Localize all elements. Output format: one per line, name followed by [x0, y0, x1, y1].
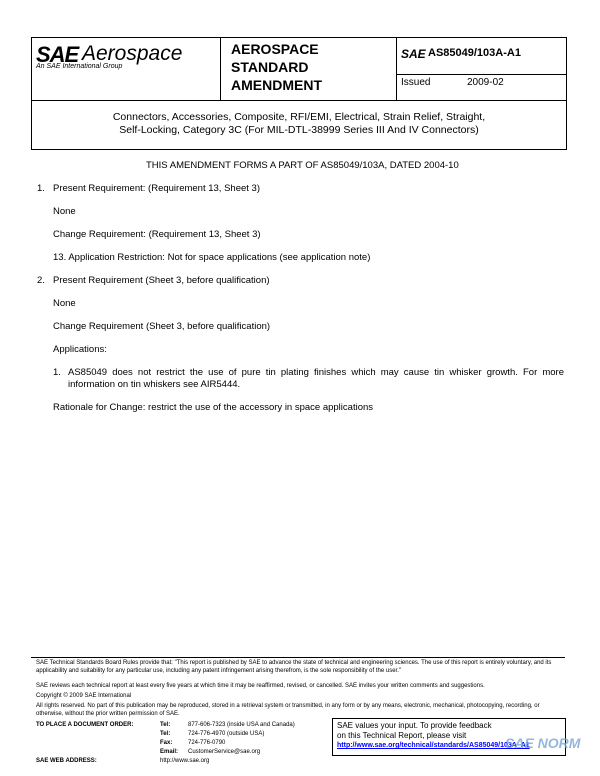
footer-divider [31, 657, 565, 658]
app1-text: AS85049 does not restrict the use of pure tin plating finishes which may cause tin whisker growth. For more information on tin whiskers see AIR5444. [68, 367, 564, 390]
doc-prefix: SAE [401, 47, 426, 61]
item2-none: None [53, 298, 76, 309]
footer-copyright: Copyright © 2009 SAE International [36, 693, 132, 699]
email[interactable]: CustomerService@sae.org [188, 749, 261, 755]
item2-number: 2. [37, 275, 45, 286]
issued-label: Issued [401, 77, 431, 88]
intro-line: THIS AMENDMENT FORMS A PART OF AS85049/103A, DATED 2004-10 [146, 160, 459, 171]
feedback-line2: on this Technical Report, please visit [337, 731, 467, 740]
item1-change: Change Requirement: (Requirement 13, Sheet 3) [53, 229, 261, 240]
sae-logo: SAE [36, 42, 79, 67]
tel1: 877-606-7323 (inside USA and Canada) [188, 722, 295, 728]
web-label: SAE WEB ADDRESS: [36, 758, 97, 764]
footer-rules: SAE Technical Standards Board Rules provide that: "This report is published by SAE to advance the state of technical and engineering sciences. The use of this report is entirely voluntary, and its applicability and suitability for any particular use, including any patent infringement arising therefrom, is the sole responsibility of the user." [36, 660, 552, 674]
fax: 724-776-0790 [188, 740, 226, 746]
footer-rights: All rights reserved. No part of this publication may be reproduced, stored in a retrieval system or transmitted, in any form or by any means, electronic, mechanical, photocopying, recording, or otherwise, without the prior written permission of SAE. [36, 703, 540, 717]
amendment-title: AEROSPACE STANDARD AMENDMENT [231, 41, 322, 93]
rationale: Rationale for Change: restrict the use of the accessory in space applications [53, 402, 374, 413]
doc-info-cell [397, 38, 566, 100]
tel2: 724-776-4970 (outside USA) [188, 731, 265, 737]
logo-subtitle: An SAE International Group [36, 63, 123, 70]
app1-number: 1. [53, 367, 61, 378]
feedback-link[interactable]: http://www.sae.org/technical/standards/AS85049/103A_A1 [337, 742, 530, 749]
watermark: SAE NORM [505, 735, 581, 751]
logo-cell [32, 38, 221, 100]
web-address[interactable]: http://www.sae.org [160, 758, 210, 764]
amendment-title-cell [221, 38, 397, 100]
document-title: Connectors, Accessories, Composite, RFI/EMI, Electrical, Strain Relief, Straight, Self-Locking, Category 3C (For MIL-DTL-38999 Series III And IV Connectors) [112, 111, 486, 136]
item2-heading: Present Requirement (Sheet 3, before qualification) [53, 275, 270, 286]
footer-review: SAE reviews each technical report at least every five years at which time it may be reaffirmed, revised, or cancelled. SAE invites your written comments and suggestions. [36, 683, 485, 689]
item1-number: 1. [37, 183, 45, 194]
aerospace-logo-text: Aerospace [82, 42, 183, 65]
item2-change: Change Requirement (Sheet 3, before qualification) [53, 321, 271, 332]
applications-label: Applications: [53, 344, 107, 355]
order-label: TO PLACE A DOCUMENT ORDER: [36, 722, 134, 728]
item1-none: None [53, 206, 76, 217]
item1-heading: Present Requirement: (Requirement 13, Sheet 3) [53, 183, 260, 194]
issued-date: 2009-02 [467, 77, 504, 88]
item1-detail: 13. Application Restriction: Not for space applications (see application note) [53, 252, 371, 263]
doc-number: AS85049/103A-A1 [428, 47, 521, 59]
feedback-line1: SAE values your input. To provide feedback [337, 721, 492, 730]
title-box [31, 99, 567, 150]
document-header [31, 37, 567, 101]
